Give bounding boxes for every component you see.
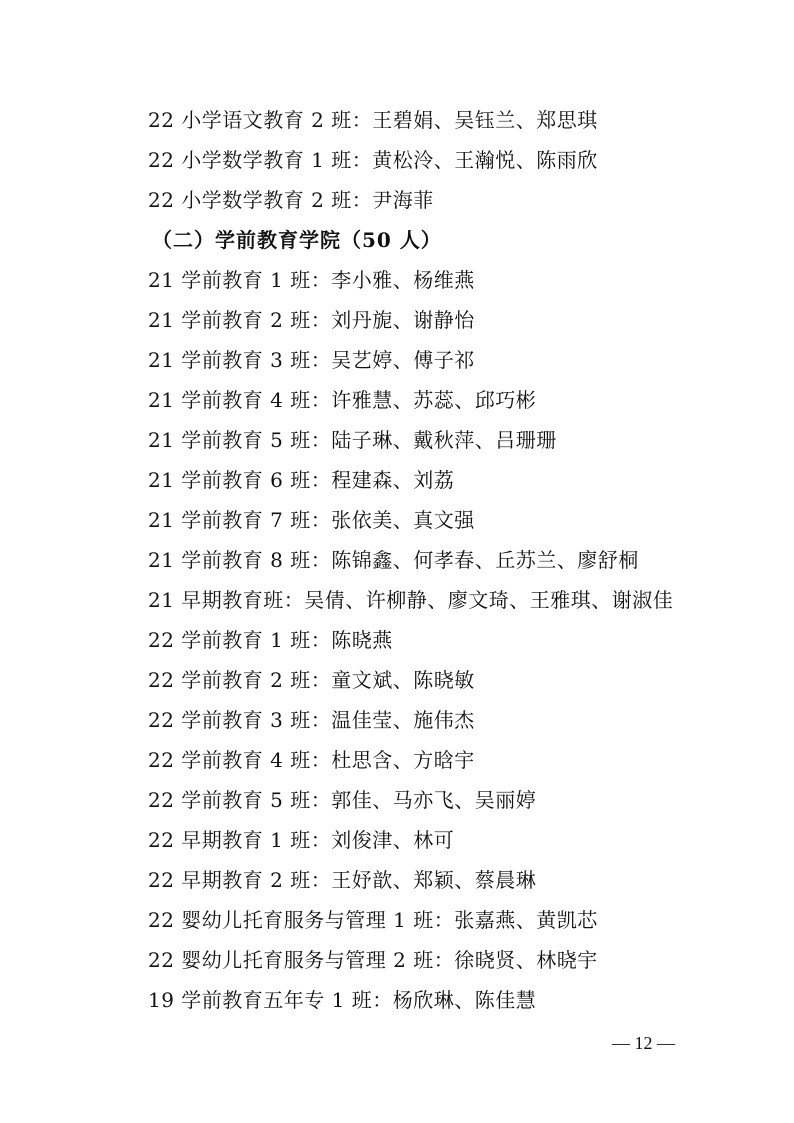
section-heading-xueqian: （二）学前教育学院（50 人）: [152, 228, 442, 252]
class-line-21-xueqian-4: 21 学前教育 4 班：许雅慧、苏蕊、邱巧彬: [148, 388, 537, 412]
class-line-21-xueqian-7: 21 学前教育 7 班：张依美、真文强: [148, 508, 475, 532]
award-list: [148, 100, 708, 1020]
class-line-xiaoxue-shuxue-1: 22 小学数学教育 1 班：黄松泠、王瀚悦、陈雨欣: [148, 148, 598, 172]
class-line-22-tuoyu-2: 22 婴幼儿托育服务与管理 2 班：徐晓贤、林晓宇: [148, 948, 598, 972]
class-line-xiaoxue-yuwen-2: 22 小学语文教育 2 班：王碧娟、吴钰兰、郑思琪: [148, 108, 598, 132]
class-line-21-zaoqi: 21 早期教育班：吴倩、许柳静、廖文琦、王雅琪、谢淑佳: [148, 588, 674, 612]
class-line-19-wunianzhuan-1: 19 学前教育五年专 1 班：杨欣琳、陈佳慧: [148, 988, 537, 1012]
class-line-21-xueqian-3: 21 学前教育 3 班：吴艺婷、傅子祁: [148, 348, 475, 372]
class-line-22-xueqian-5: 22 学前教育 5 班：郭佳、马亦飞、吴丽婷: [148, 788, 537, 812]
class-line-22-xueqian-4: 22 学前教育 4 班：杜思含、方晗宇: [148, 748, 475, 772]
page-number: — 12 —: [612, 1033, 675, 1053]
class-line-21-xueqian-1: 21 学前教育 1 班：李小雅、杨维燕: [148, 268, 475, 292]
class-line-22-xueqian-3: 22 学前教育 3 班：温佳莹、施伟杰: [148, 708, 475, 732]
class-line-21-xueqian-6: 21 学前教育 6 班：程建森、刘荔: [148, 468, 455, 492]
class-line-21-xueqian-5: 21 学前教育 5 班：陆子琳、戴秋萍、吕珊珊: [148, 428, 557, 452]
class-line-22-tuoyu-1: 22 婴幼儿托育服务与管理 1 班：张嘉燕、黄凯芯: [148, 908, 598, 932]
class-line-22-xueqian-2: 22 学前教育 2 班：童文斌、陈晓敏: [148, 668, 475, 692]
class-line-21-xueqian-2: 21 学前教育 2 班：刘丹旎、谢静怡: [148, 308, 475, 332]
class-line-22-zaoqi-1: 22 早期教育 1 班：刘俊津、林可: [148, 828, 455, 852]
class-line-22-xueqian-1: 22 学前教育 1 班：陈晓燕: [148, 628, 393, 652]
class-line-xiaoxue-shuxue-2: 22 小学数学教育 2 班：尹海菲: [148, 188, 434, 212]
class-line-21-xueqian-8: 21 学前教育 8 班：陈锦鑫、何孝春、丘苏兰、廖舒桐: [148, 548, 639, 572]
class-line-22-zaoqi-2: 22 早期教育 2 班：王妤歆、郑颖、蔡晨琳: [148, 868, 537, 892]
